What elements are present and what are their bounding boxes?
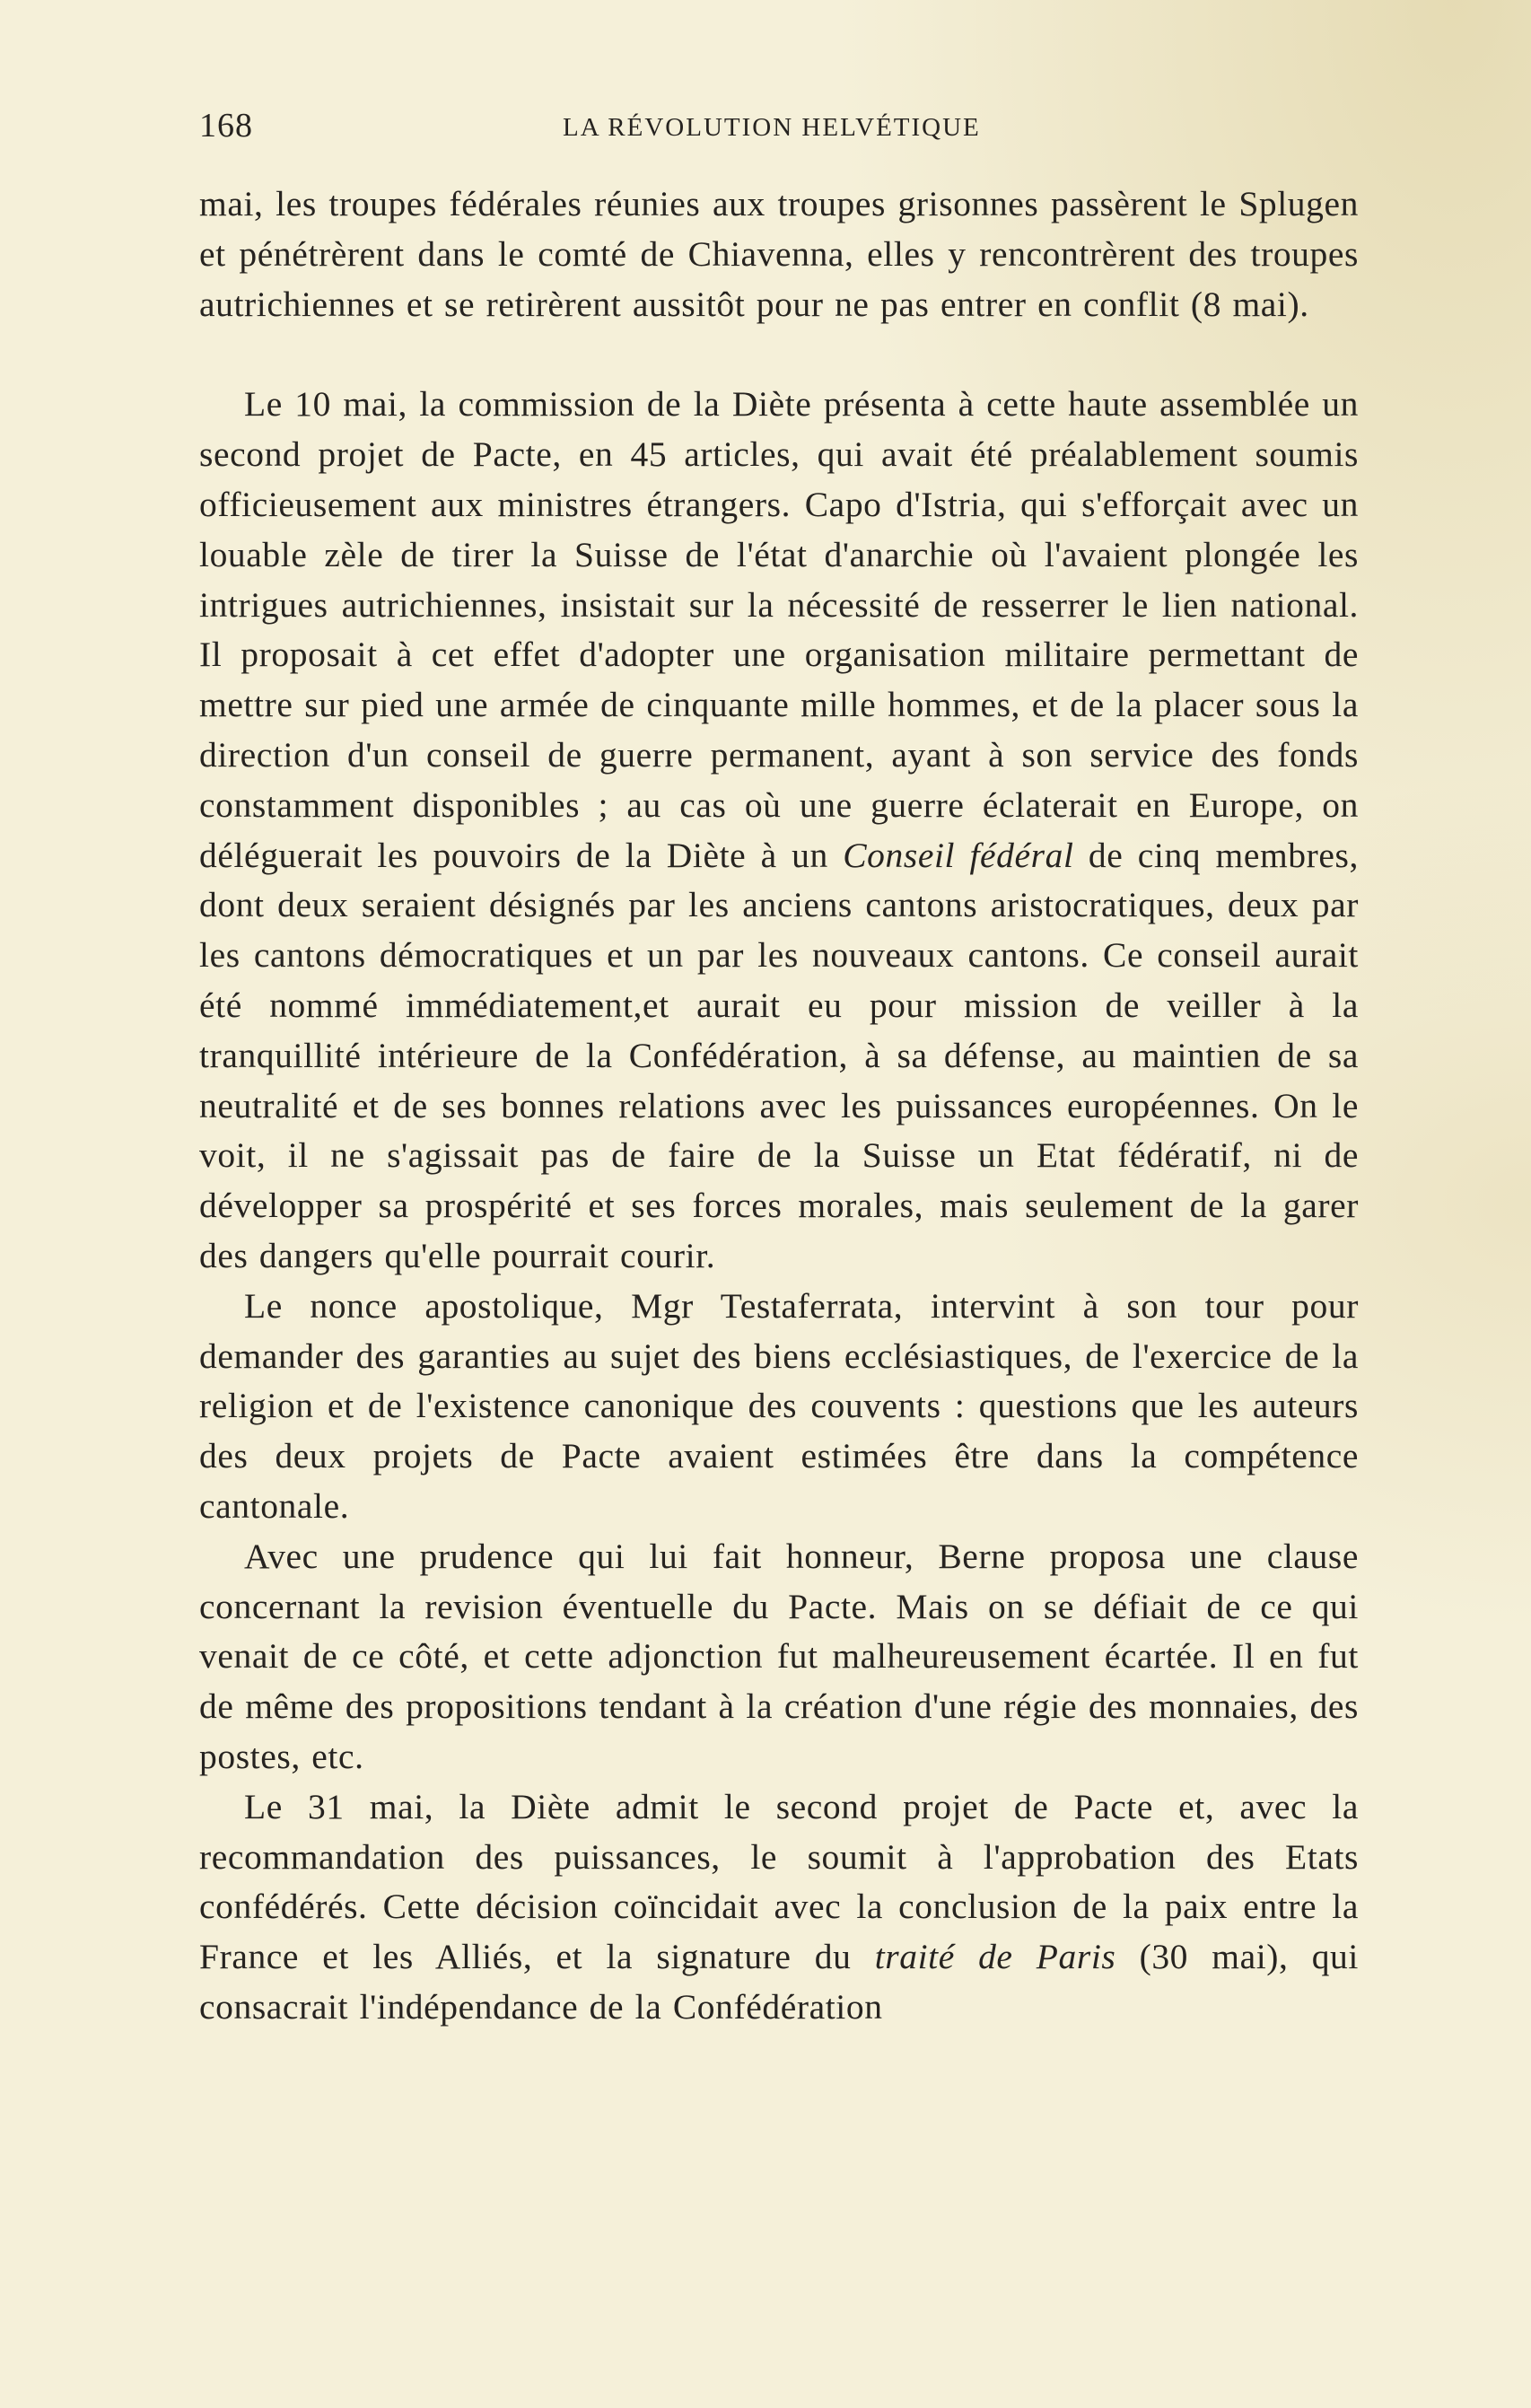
paragraph: mai, les troupes fédérales réunies aux troupes grisonnes passèrent le Splugen et pénétrèrent dans le comté de Chiavenna, elles y rencontrèrent des troupes autrichiennes et se retirèrent aussitôt pour ne pas entrer en conflit (8 mai). xyxy=(199,184,1359,324)
paragraph xyxy=(199,1782,1359,2033)
paragraph-text: Le 31 mai, la Diète admit le second projet de Pacte et, avec la recommandation des puissances, le soumit à l'approbation des Etats confédérés. Cette décision coïncidait avec la conclusion de la paix entre la France et les Alliés, et la signature du xyxy=(199,1786,1359,1977)
running-title: LA RÉVOLUTION HELVÉTIQUE xyxy=(563,113,981,142)
book-page xyxy=(199,106,1359,2027)
body-text xyxy=(199,180,1359,2033)
paragraph xyxy=(199,380,1359,1281)
italic-term: Conseil fédéral xyxy=(843,835,1074,875)
page-number: 168 xyxy=(199,107,253,144)
paragraph-text: (30 mai), qui consacrait l'indépendance de la Confédération xyxy=(199,1937,1359,2027)
italic-term: traité de Paris xyxy=(874,1937,1116,1977)
paragraph-text: Le 10 mai, la commission de la Diète présenta à cette haute assemblée un second projet de Pacte, en 45 articles, qui avait été préalablement soumis officieusement aux ministres étrangers. Capo d'Istria, qui s'efforçait avec un louable zèle de tirer la Suisse de l'état d'anarchie où l'avaient plongée les intrigues autrichiennes, insistait sur la nécessité de resserrer le lien national. Il proposait à cet effet d'adopter une organisation militaire permettant de mettre sur pied une armée de cinquante mille hommes, et de la placer sous la direction d'un conseil de guerre permanent, ayant à son service des fonds constamment disponibles ; au cas où une guerre éclaterait en Europe, on déléguerait les pouvoirs de la Diète à un xyxy=(199,384,1359,875)
paragraph-text: de cinq membres, dont deux seraient désignés par les anciens cantons aristocratiques, deux par les cantons démocratiques et un par les nouveaux cantons. Ce conseil aurait été nommé immédiatement,et aurait eu pour mission de veiller à la tranquillité intérieure de la Confédération, à sa défense, au maintien de sa neutralité et de ses bonnes relations avec les puissances européennes. On le voit, il ne s'agissait pas de faire de la Suisse un Etat fédératif, ni de développer sa prospérité et ses forces morales, mais seulement de la garer des dangers qu'elle pourrait courir. xyxy=(199,835,1359,1275)
paragraph: Le nonce apostolique, Mgr Testaferrata, intervint à son tour pour demander des garanties au sujet des biens ecclésiastiques, de l'exercice de la religion et de l'existence canonique des couvents : questions que les auteurs des deux projets de Pacte avaient estimées être dans la compétence cantonale. xyxy=(199,1285,1359,1526)
page-header xyxy=(199,106,1359,151)
paragraph: Avec une prudence qui lui fait honneur, Berne proposa une clause concernant la revision éventuelle du Pacte. Mais on se défiait de ce qui venait de ce côté, et cette adjonction fut malheureusement écartée. Il en fut de même des propositions tendant à la création d'une régie des monnaies, des postes, etc. xyxy=(199,1536,1359,1776)
